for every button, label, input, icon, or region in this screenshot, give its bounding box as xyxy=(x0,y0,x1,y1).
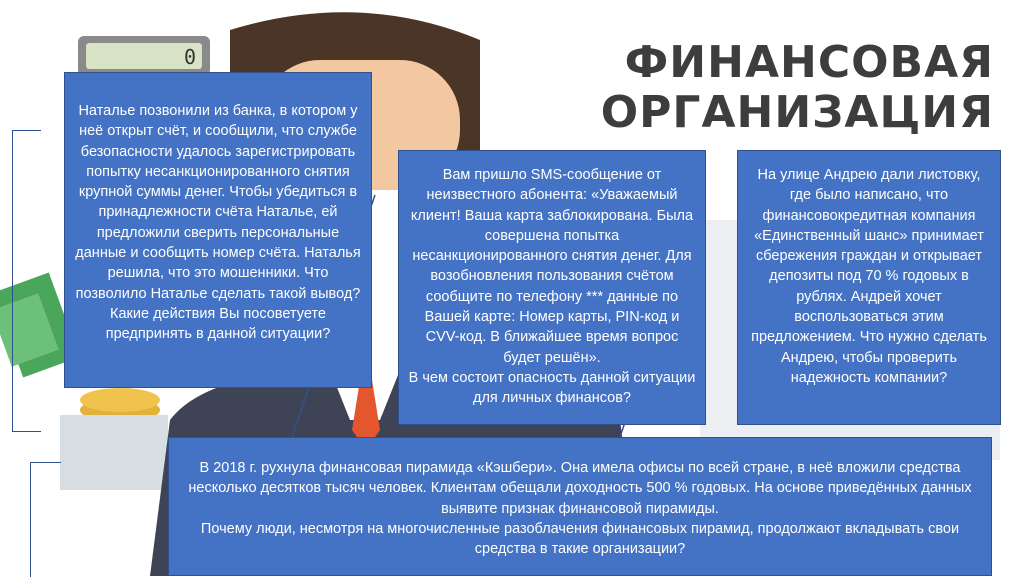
left-bracket-lower xyxy=(30,462,61,577)
calculator-display: 0 xyxy=(183,45,196,69)
title-line-1: ФИНАНСОВАЯ xyxy=(624,37,994,88)
calculator-illustration xyxy=(78,36,210,76)
case-card-natalia: Наталье позвонили из банка, в котором у неё открыт счёт, и сообщили, что службе безопасности удалось зарегистрировать попытку несанкционированного снятия крупной суммы денег. Чтобы убедиться в принадлежности счёта Наталье, ей предложили сверить персональные данные и сообщить номер счёта. Наталья решила, что это мошенники. Что позволило Наталье сделать такой вывод? Какие действия Вы посоветуете предпринять в данной ситуации? xyxy=(64,72,372,388)
bank-card-illustration xyxy=(60,415,168,490)
case-card-cashbury: В 2018 г. рухнула финансовая пирамида «Кэшбери». Она имела офисы по всей стране, в неё вложили средства несколько десятков тысяч человек. Клиентам обещали доходность 500 % годовых. На основе приведённых данных выявите признак финансовой пирамиды. Почему люди, несмотря на многочисленные разоблачения финансовых пирамид, продолжают вкладывать свои средства в такие организации? xyxy=(168,437,992,576)
slide-title xyxy=(574,38,994,138)
left-bracket xyxy=(12,130,41,432)
case-card-andrey: На улице Андрею дали листовку, где было написано, что финансовокредитная компания «Единственный шанс» принимает сбережения граждан и открывает депозиты под 70 % годовых в рублях. Андрей хочет воспользоваться этим предложением. Что нужно сделать Андрею, чтобы проверить надежность компании? xyxy=(737,150,1001,425)
title-line-2: ОРГАНИЗАЦИЯ xyxy=(600,87,994,138)
case-card-sms: Вам пришло SMS-сообщение от неизвестного абонента: «Уважаемый клиент! Ваша карта заблокирована. Была совершена попытка несанкционированного снятия денег. Для возобновления пользования счётом сообщите по телефону *** данные по Вашей карте: Номер карты, PIN-код и CVV-код. В ближайшее время вопрос будет решён». В чем состоит опасность данной ситуации для личных финансов? xyxy=(398,150,706,425)
